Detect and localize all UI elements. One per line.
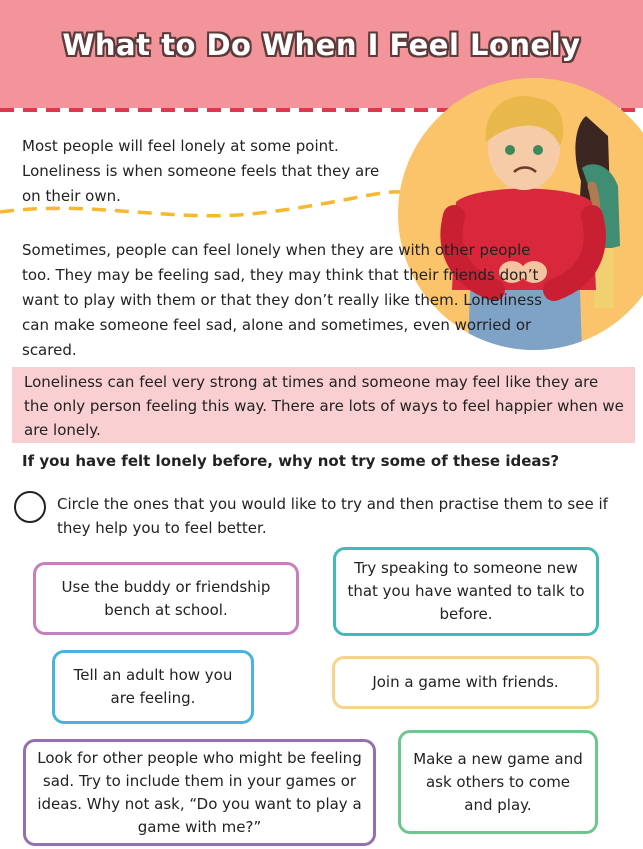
idea-card-tell-adult[interactable]: Tell an adult how you are feeling.: [52, 650, 254, 724]
intro-paragraph-1: Most people will feel lonely at some point. Loneliness is when someone feels that they are on their own.: [22, 137, 380, 205]
callout-box: Loneliness can feel very strong at times and someone may feel like they are the only person feeling this way. There are lots of ways to feel happier when we are lonely.: [12, 367, 635, 443]
ideas-question: If you have felt lonely before, why not try some of these ideas?: [22, 452, 560, 470]
instruction-text: Circle the ones that you would like to try and then practise them to see if they help you to feel better.: [57, 495, 608, 537]
intro-paragraph-2: Sometimes, people can feel lonely when they are with other people too. They may be feeling sad, they may think that their friends don’t want to play with them or that they don’t really like them. Loneliness can make someone feel sad, alone and sometimes, even worried or scared.: [22, 241, 542, 359]
idea-card-new-game[interactable]: Make a new game and ask others to come and play.: [398, 730, 598, 834]
idea-card-speak-someone-new[interactable]: Try speaking to someone new that you have wanted to talk to before.: [333, 547, 599, 636]
idea-card-join-game[interactable]: Join a game with friends.: [332, 656, 599, 709]
page-title: What to Do When I Feel Lonely: [62, 28, 581, 62]
circle-checkbox-icon[interactable]: [14, 491, 46, 523]
idea-card-include-others[interactable]: Look for other people who might be feeling sad. Try to include them in your games or ideas. Why not ask, “Do you want to play a game with me?”: [23, 739, 376, 846]
idea-card-buddy-bench[interactable]: Use the buddy or friendship bench at school.: [33, 562, 299, 635]
